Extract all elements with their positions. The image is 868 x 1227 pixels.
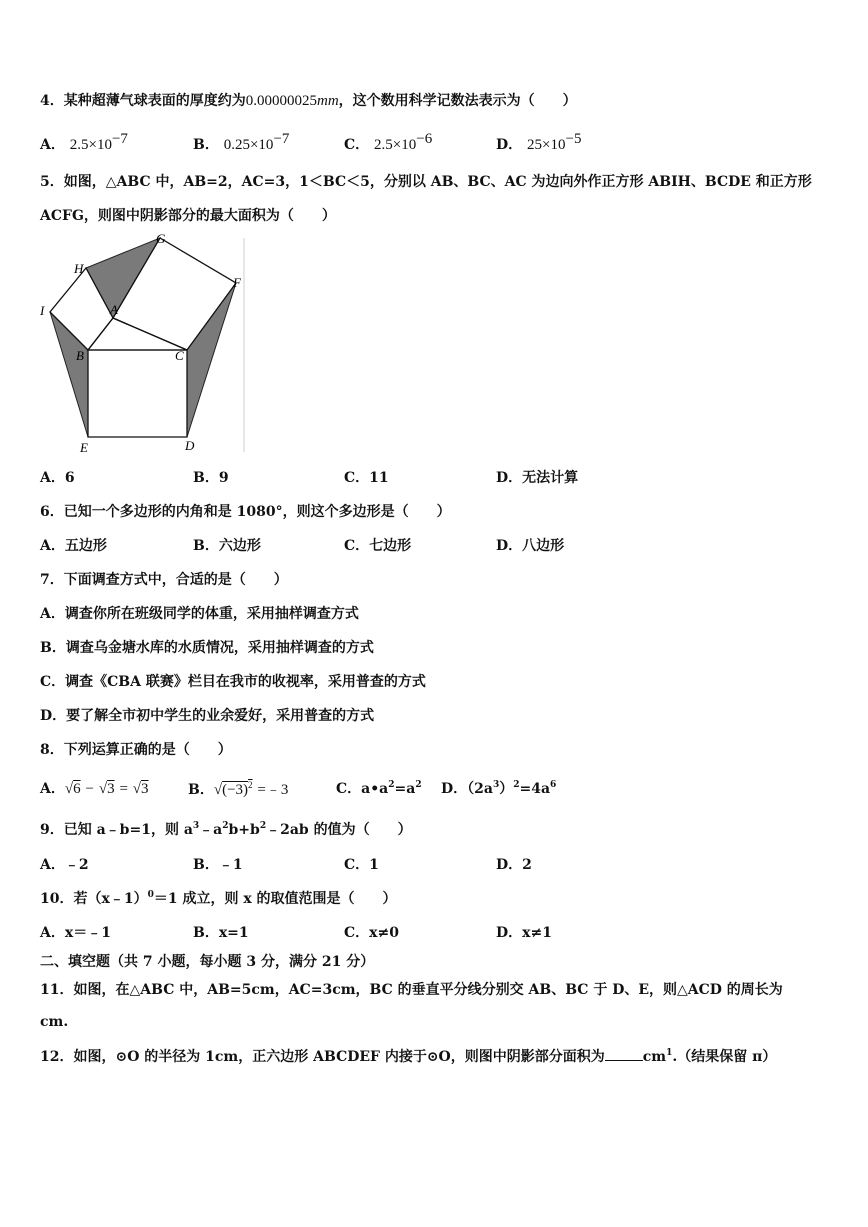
q10-option-a[interactable]: A．x＝﹣1 bbox=[40, 925, 111, 941]
square-bcde bbox=[88, 350, 187, 437]
q5-option-d[interactable]: D．无法计算 bbox=[496, 470, 579, 486]
question-5-line2: ACFG，则图中阴影部分的最大面积为（ ） bbox=[40, 208, 336, 224]
q6-option-b[interactable]: B．六边形 bbox=[193, 538, 261, 554]
shaded-triangle-hag bbox=[86, 238, 160, 318]
q5-option-a[interactable]: A．6 bbox=[40, 470, 75, 486]
q9-option-b[interactable]: B．﹣1 bbox=[193, 857, 243, 873]
q7-option-a[interactable]: A．调查你所在班级同学的体重，采用抽样调查方式 bbox=[40, 606, 359, 622]
label-h: H bbox=[74, 261, 84, 276]
q4-option-b[interactable]: B． $0.25\times 10^{-7}$ bbox=[193, 131, 290, 153]
q8-option-b[interactable]: B．$√(-3)^2$ =﹣3 bbox=[188, 780, 289, 798]
label-i: I bbox=[40, 303, 45, 318]
question-7-stem: 7．下面调查方式中，合适的是（ ） bbox=[40, 572, 288, 588]
label-g: G bbox=[156, 231, 166, 246]
question-8-stem: 8．下列运算正确的是（ ） bbox=[40, 742, 232, 758]
q9-option-d[interactable]: D．2 bbox=[496, 857, 532, 873]
q8-option-c[interactable]: C．$a•a^2=a^2$ bbox=[336, 780, 422, 797]
q9-option-a[interactable]: A．﹣2 bbox=[40, 857, 89, 873]
q4-option-c[interactable]: C． $2.5\times 10^{-6}$ bbox=[344, 131, 433, 153]
q10-option-d[interactable]: D．x≠1 bbox=[496, 925, 552, 941]
q6-option-c[interactable]: C．七边形 bbox=[344, 538, 412, 554]
q4-option-a[interactable]: A． $2.5\times 10^{-7}$ bbox=[40, 131, 128, 153]
label-b: B bbox=[76, 348, 84, 363]
question-12-stem: 12．如图，⊙O 的半径为 1cm，正六边形 ABCDEF 内接于⊙O，则图中阴影部分面积为 $cm^1$.（结果保留 π） bbox=[40, 1048, 777, 1065]
q8-option-a[interactable]: A．√6 − √3 = √3 bbox=[40, 781, 149, 797]
question-9-stem: 9．已知 a﹣b=1，则 $a^3﹣a^2b+b^2﹣2ab$ 的值为（ ） bbox=[40, 821, 412, 838]
answer-blank[interactable] bbox=[605, 1048, 643, 1061]
q4-value: 0.00000025 bbox=[245, 93, 317, 109]
q10-option-b[interactable]: B．x=1 bbox=[193, 925, 249, 941]
question-11-line1: 11．如图，在△ABC 中，AB=5cm，AC=3cm，BC 的垂直平分线分别交 AB、BC 于 D、E，则△ACD 的周长为 bbox=[40, 982, 783, 998]
q4-option-d[interactable]: D． $25\times 10^{-5}$ bbox=[496, 131, 582, 153]
label-f: F bbox=[233, 275, 241, 290]
question-10-stem: 10．若（x﹣1）$^0$＝1 成立，则 x 的取值范围是（ ） bbox=[40, 890, 397, 907]
label-e: E bbox=[80, 440, 88, 455]
q4-unit: mm bbox=[317, 93, 339, 109]
shaded-triangle-cfd bbox=[187, 283, 236, 437]
section-heading-fill-in: 二、填空题（共 7 小题，每小题 3 分，满分 21 分） bbox=[40, 954, 375, 970]
triangle-abc bbox=[88, 318, 187, 350]
q7-option-c[interactable]: C．调查《CBA 联赛》栏目在我市的收视率，采用普查的方式 bbox=[40, 674, 426, 690]
label-a: A bbox=[110, 302, 118, 317]
q7-option-d[interactable]: D．要了解全市初中学生的业余爱好，采用普查的方式 bbox=[40, 708, 375, 724]
question-5-line1: 5．如图，△ABC 中，AB=2，AC=3，1＜BC＜5，分别以 AB、BC、AC 为边向外作正方形 ABIH、BCDE 和正方形 bbox=[40, 174, 812, 190]
q6-option-d[interactable]: D．八边形 bbox=[496, 538, 565, 554]
question-4-stem: 4．某种超薄气球表面的厚度约为0.00000025mm，这个数用科学记数法表示为（ ） bbox=[40, 93, 577, 109]
q5-option-b[interactable]: B．9 bbox=[193, 470, 229, 486]
q10-option-c[interactable]: C．x≠0 bbox=[344, 925, 399, 941]
label-d: D bbox=[185, 438, 195, 453]
q9-option-c[interactable]: C．1 bbox=[344, 857, 379, 873]
q8-option-d[interactable]: D．$(2a^3)^2=4a^6$ bbox=[441, 780, 557, 797]
q6-option-a[interactable]: A．五边形 bbox=[40, 538, 107, 554]
question-6-stem: 6．已知一个多边形的内角和是 1080°，则这个多边形是（ ） bbox=[40, 504, 451, 520]
q5-option-c[interactable]: C．11 bbox=[344, 470, 389, 486]
question-11-line2: cm. bbox=[40, 1014, 69, 1030]
q5-figure bbox=[38, 230, 253, 458]
q7-option-b[interactable]: B．调查乌金塘水库的水质情况，采用抽样调查的方式 bbox=[40, 640, 374, 656]
label-c: C bbox=[175, 348, 184, 363]
